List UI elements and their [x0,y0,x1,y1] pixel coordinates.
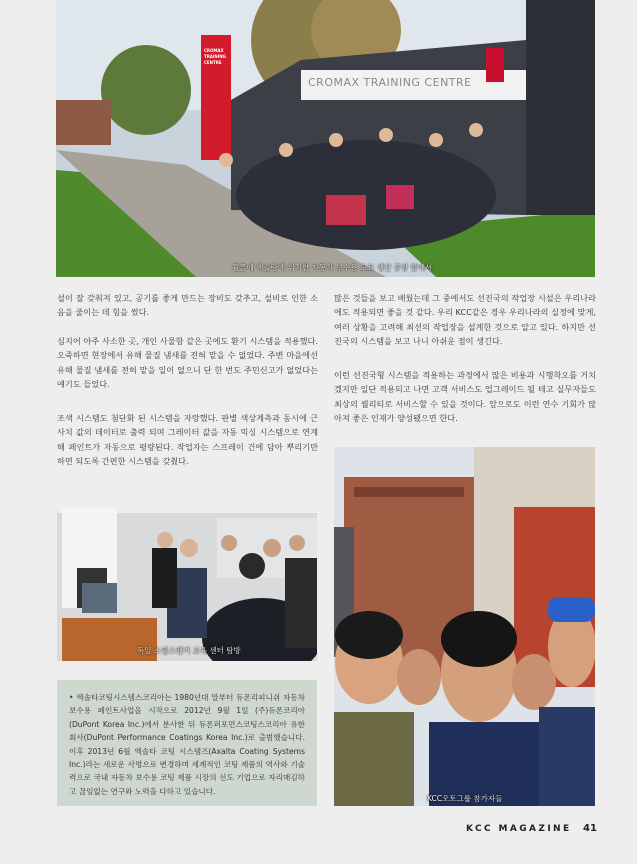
participants-scene [334,447,595,806]
lab-tour-photo [57,488,317,661]
training-centre-caption: 쾰른에 엑솔란에 위치한 자동차 보수용 도료 생산 공장 앞에서 [232,263,433,272]
page-number: 41 [583,823,597,834]
right-paragraph-1: 많은 것들을 보고 배웠는데 그 중에서도 선진국의 작업장 시설은 우리나라에도 적용되면 좋을 것 같다. 우리 KCC같은 경우 우리나라의 실정에 맞게, 여러 상황을 고려해 최선의 작업장을 설계한 것으로 알고 있다. 하지만 선진국의 시스템을 보고 나니 아쉬운 점이 생긴다. [334,293,596,346]
building-sign-text: CROMAX TRAINING CENTRE [308,76,472,89]
tower-sign-text: CROMAX TRAINING CENTRE [204,48,226,65]
magazine-name: KCC MAGAZINE [466,824,572,834]
company-info-box [57,680,317,806]
left-paragraph-2: 심지어 아주 사소한 곳, 개인 사물함 같은 곳에도 환기 시스템을 적용했다. 오죽하면 현장에서 유해 물질 냄새를 전혀 맡을 수 없었다. 주변 마을에선 유해 물질 냄새를 전혀 맡을 일이 없으니 단 한 번도 주민신고가 없었다는 얘기도 들었다. [57,336,318,389]
participants-photo [334,447,595,806]
lab-tour-caption: 독일 스필스렌거 교육 센터 탐방 [137,646,241,655]
company-info-text: • 엑솔타코팅시스템스코리아는 1980년대 말부터 듀폰리피니쉬 자동차 보수용 페인트사업을 시작으로 2012년 9월 1일 (주)듀폰코리아(DuPont Korea Inc.)에서 분사한 뒤 듀폰퍼포먼스코팅스코리아 유한회사(DuPont Performance Coatings Korea Inc.)로 출범했습니다. 이후 2013년 6월 엑솔타 코팅 시스템즈(Axalta Coating Systems Inc.)라는 새로운 사명으로 변경하며 세계적인 코팅 제품의 역사와 기술력으로 국내 자동차 보수용 코팅 제품 시장의 선도 기업으로 자리매김하고 끊임없는 연구와 노력을 다하고 있습니다. [69,693,305,796]
left-paragraph-1: 설이 잘 갖춰져 있고, 공기를 좋게 만드는 장비도 갖추고, 설비로 인한 소음을 줄이는 데 힘을 썼다. [57,293,318,318]
right-paragraph-2: 이런 선진국형 시스템을 적용하는 과정에서 많은 비용과 시행착오를 거치겠지만 일단 적용되고 나면 고객 서비스도 업그레이드 될 테고 실무자들도 최상의 퀄리티로 서비스할 수 있을 것이다. 앞으로도 이런 연수 기회가 많아져 좋은 인재가 양성됐으면 한다. [334,370,596,423]
left-paragraph-3: 조색 시스템도 첨단화 된 시스템을 자랑했다. 판별 색상계측과 동시에 근사치 값의 데이터로 출력 되며 그레이터 값을 자동 믹싱 시스템으로 연계해 페인트가 자동으로 평량된다. 작업자는 스프레이 건에 담아 뿌리기만 하면 되도록 간편한 시스템을 갖췄다. [57,413,318,466]
participants-caption: KCC오토그룹 참가자들 [427,794,503,803]
lab-tour-scene [57,488,317,661]
training-centre-photo [56,0,595,277]
training-centre-scene [56,0,595,277]
